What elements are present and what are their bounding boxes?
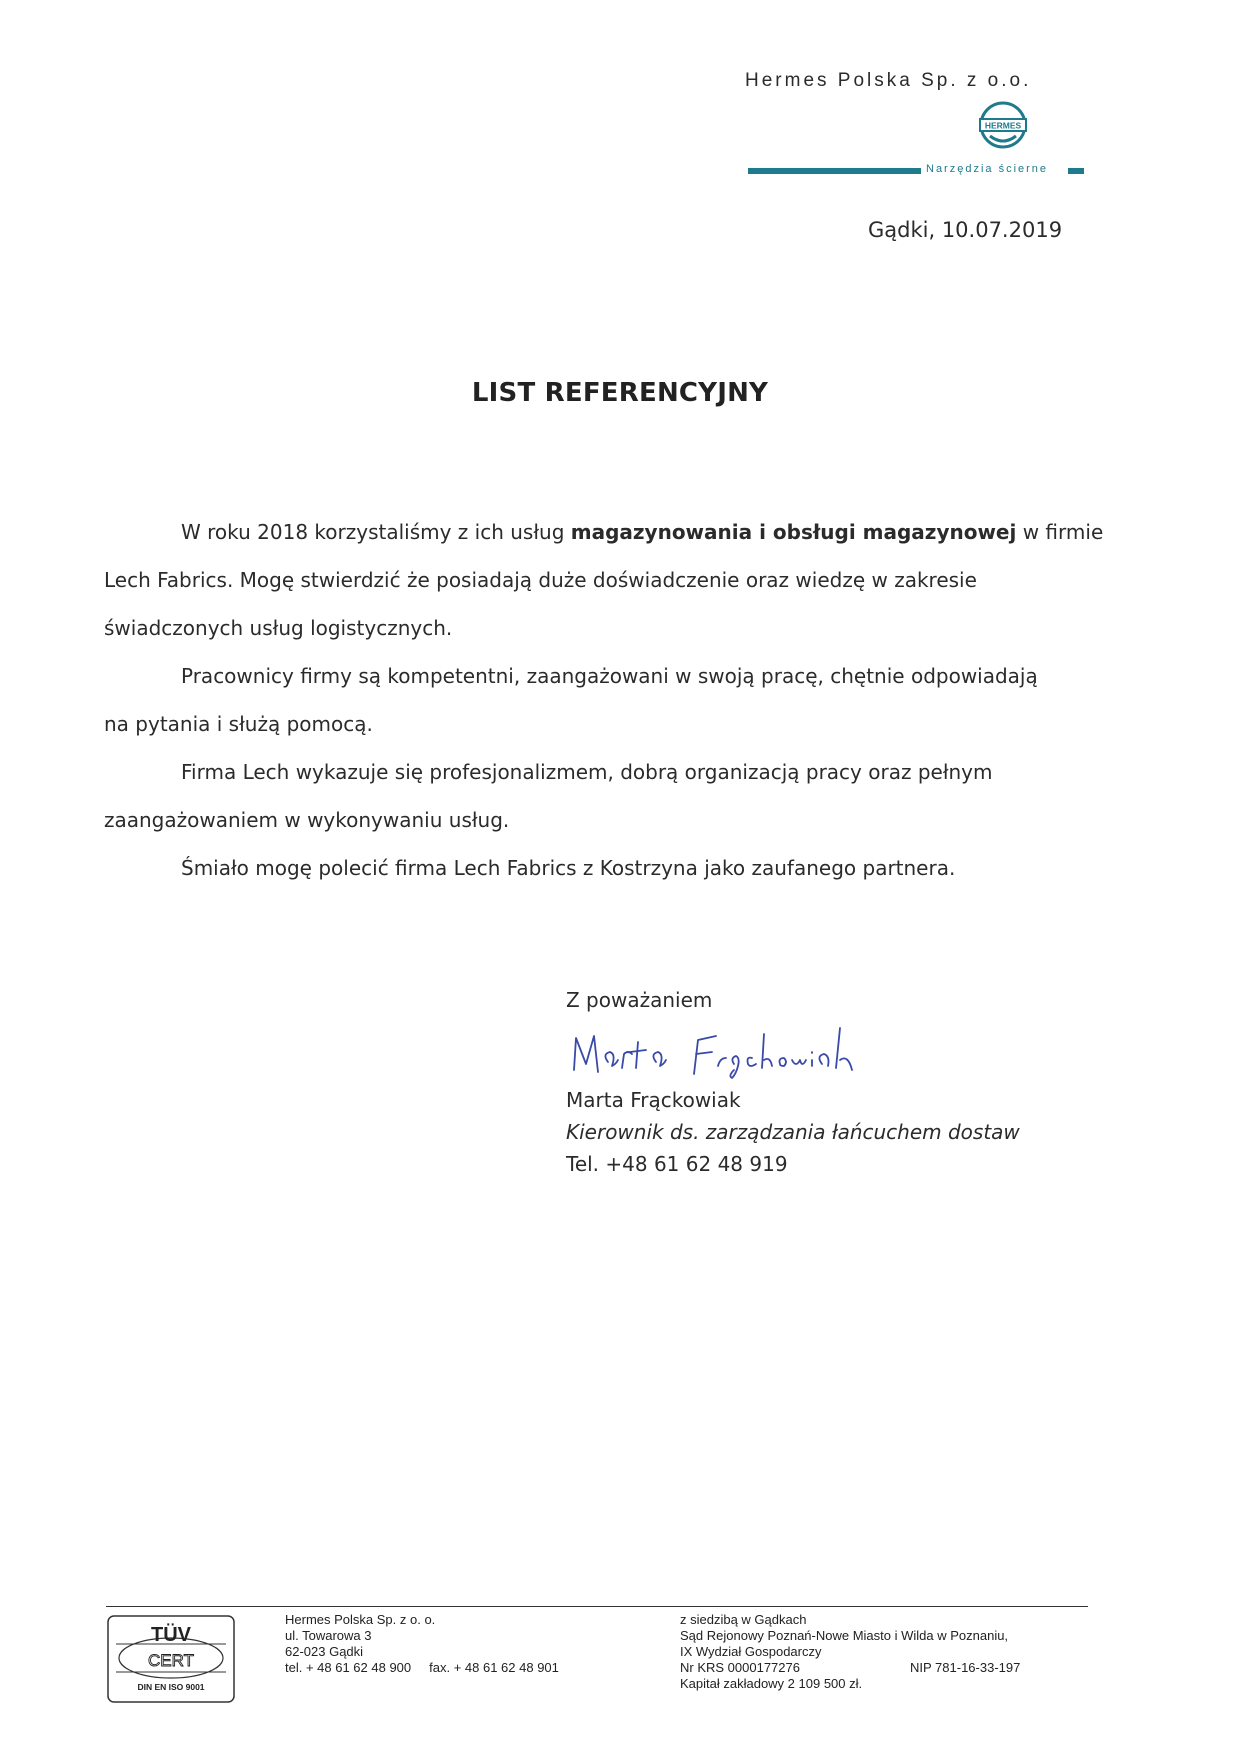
paragraph-2-line-1: Pracownicy firmy są kompetentni, zaangażowani w swoją pracę, chętnie odpowiadają <box>181 664 1038 688</box>
footer-divider <box>106 1606 1088 1607</box>
tuv-text: TÜV <box>151 1624 191 1646</box>
text-run: W roku 2018 korzystaliśmy z ich usług <box>181 520 571 544</box>
closing: Z poważaniem <box>566 988 713 1012</box>
footer-capital: Kapitał zakładowy 2 109 500 zł. <box>680 1676 863 1691</box>
tuv-cert-logo <box>106 1614 236 1704</box>
signer-role: Kierownik ds. zarządzania łańcuchem dostaw <box>566 1120 1020 1144</box>
footer-nip: NIP 781-16-33-197 <box>910 1660 1021 1675</box>
letter-body <box>104 508 1104 892</box>
paragraph-4-line-1: Śmiało mogę polecić firma Lech Fabrics z Kostrzyna jako zaufanego partnera. <box>181 856 956 880</box>
footer-contacts <box>285 1660 559 1676</box>
handwritten-signature <box>566 1020 856 1088</box>
letter-date: Gądki, 10.07.2019 <box>868 218 1063 242</box>
footer-registration-details <box>680 1612 1008 1692</box>
footer-division: IX Wydział Gospodarczy <box>680 1644 822 1659</box>
paragraph-1-line-2: Lech Fabrics. Mogę stwierdzić że posiadają duże doświadczenie oraz wiedzę w zakresie <box>104 568 977 592</box>
footer-company: Hermes Polska Sp. z o. o. <box>285 1612 436 1627</box>
brand-bar-left <box>748 168 921 174</box>
hermes-logo <box>978 100 1028 150</box>
tagline: Narzędzia ścierne <box>926 163 1049 175</box>
brand-bar-right <box>1068 168 1084 174</box>
footer-city: 62-023 Gądki <box>285 1644 364 1659</box>
paragraph-2-line-2: na pytania i służą pomocą. <box>104 712 373 736</box>
paragraph-3-line-1: Firma Lech wykazuje się profesjonalizmem, dobrą organizacją pracy oraz pełnym <box>181 760 993 784</box>
paragraph-1-line-3: świadczonych usług logistycznych. <box>104 616 453 640</box>
iso-text: DIN EN ISO 9001 <box>137 1682 205 1692</box>
cert-text: CERT <box>148 1651 194 1670</box>
signer-phone: Tel. +48 61 62 48 919 <box>566 1152 788 1176</box>
footer-street: ul. Towarowa 3 <box>285 1628 372 1643</box>
letter-title: LIST REFERENCYJNY <box>471 378 769 408</box>
paragraph-3-line-2: zaangażowaniem w wykonywaniu usług. <box>104 808 510 832</box>
footer-seat: z siedzibą w Gądkach <box>680 1612 807 1627</box>
footer-krs: Nr KRS 0000177276 <box>680 1660 800 1675</box>
bold-text: magazynowania i obsługi magazynowej <box>570 520 1017 544</box>
signer-name: Marta Frąckowiak <box>566 1088 741 1112</box>
paragraph-1-line-1 <box>104 508 1104 556</box>
brand-bar <box>748 164 1088 178</box>
footer-tel: tel. + 48 61 62 48 900 <box>285 1660 412 1675</box>
footer-company-details <box>285 1612 559 1676</box>
text-run: w firmie <box>1016 520 1104 544</box>
company-name: Hermes Polska Sp. z o.o. <box>745 70 1032 91</box>
logo-text: HERMES <box>984 120 1022 131</box>
footer-court: Sąd Rejonowy Poznań-Nowe Miasto i Wilda w Poznaniu, <box>680 1628 1009 1643</box>
footer-fax: fax. + 48 61 62 48 901 <box>429 1660 559 1675</box>
